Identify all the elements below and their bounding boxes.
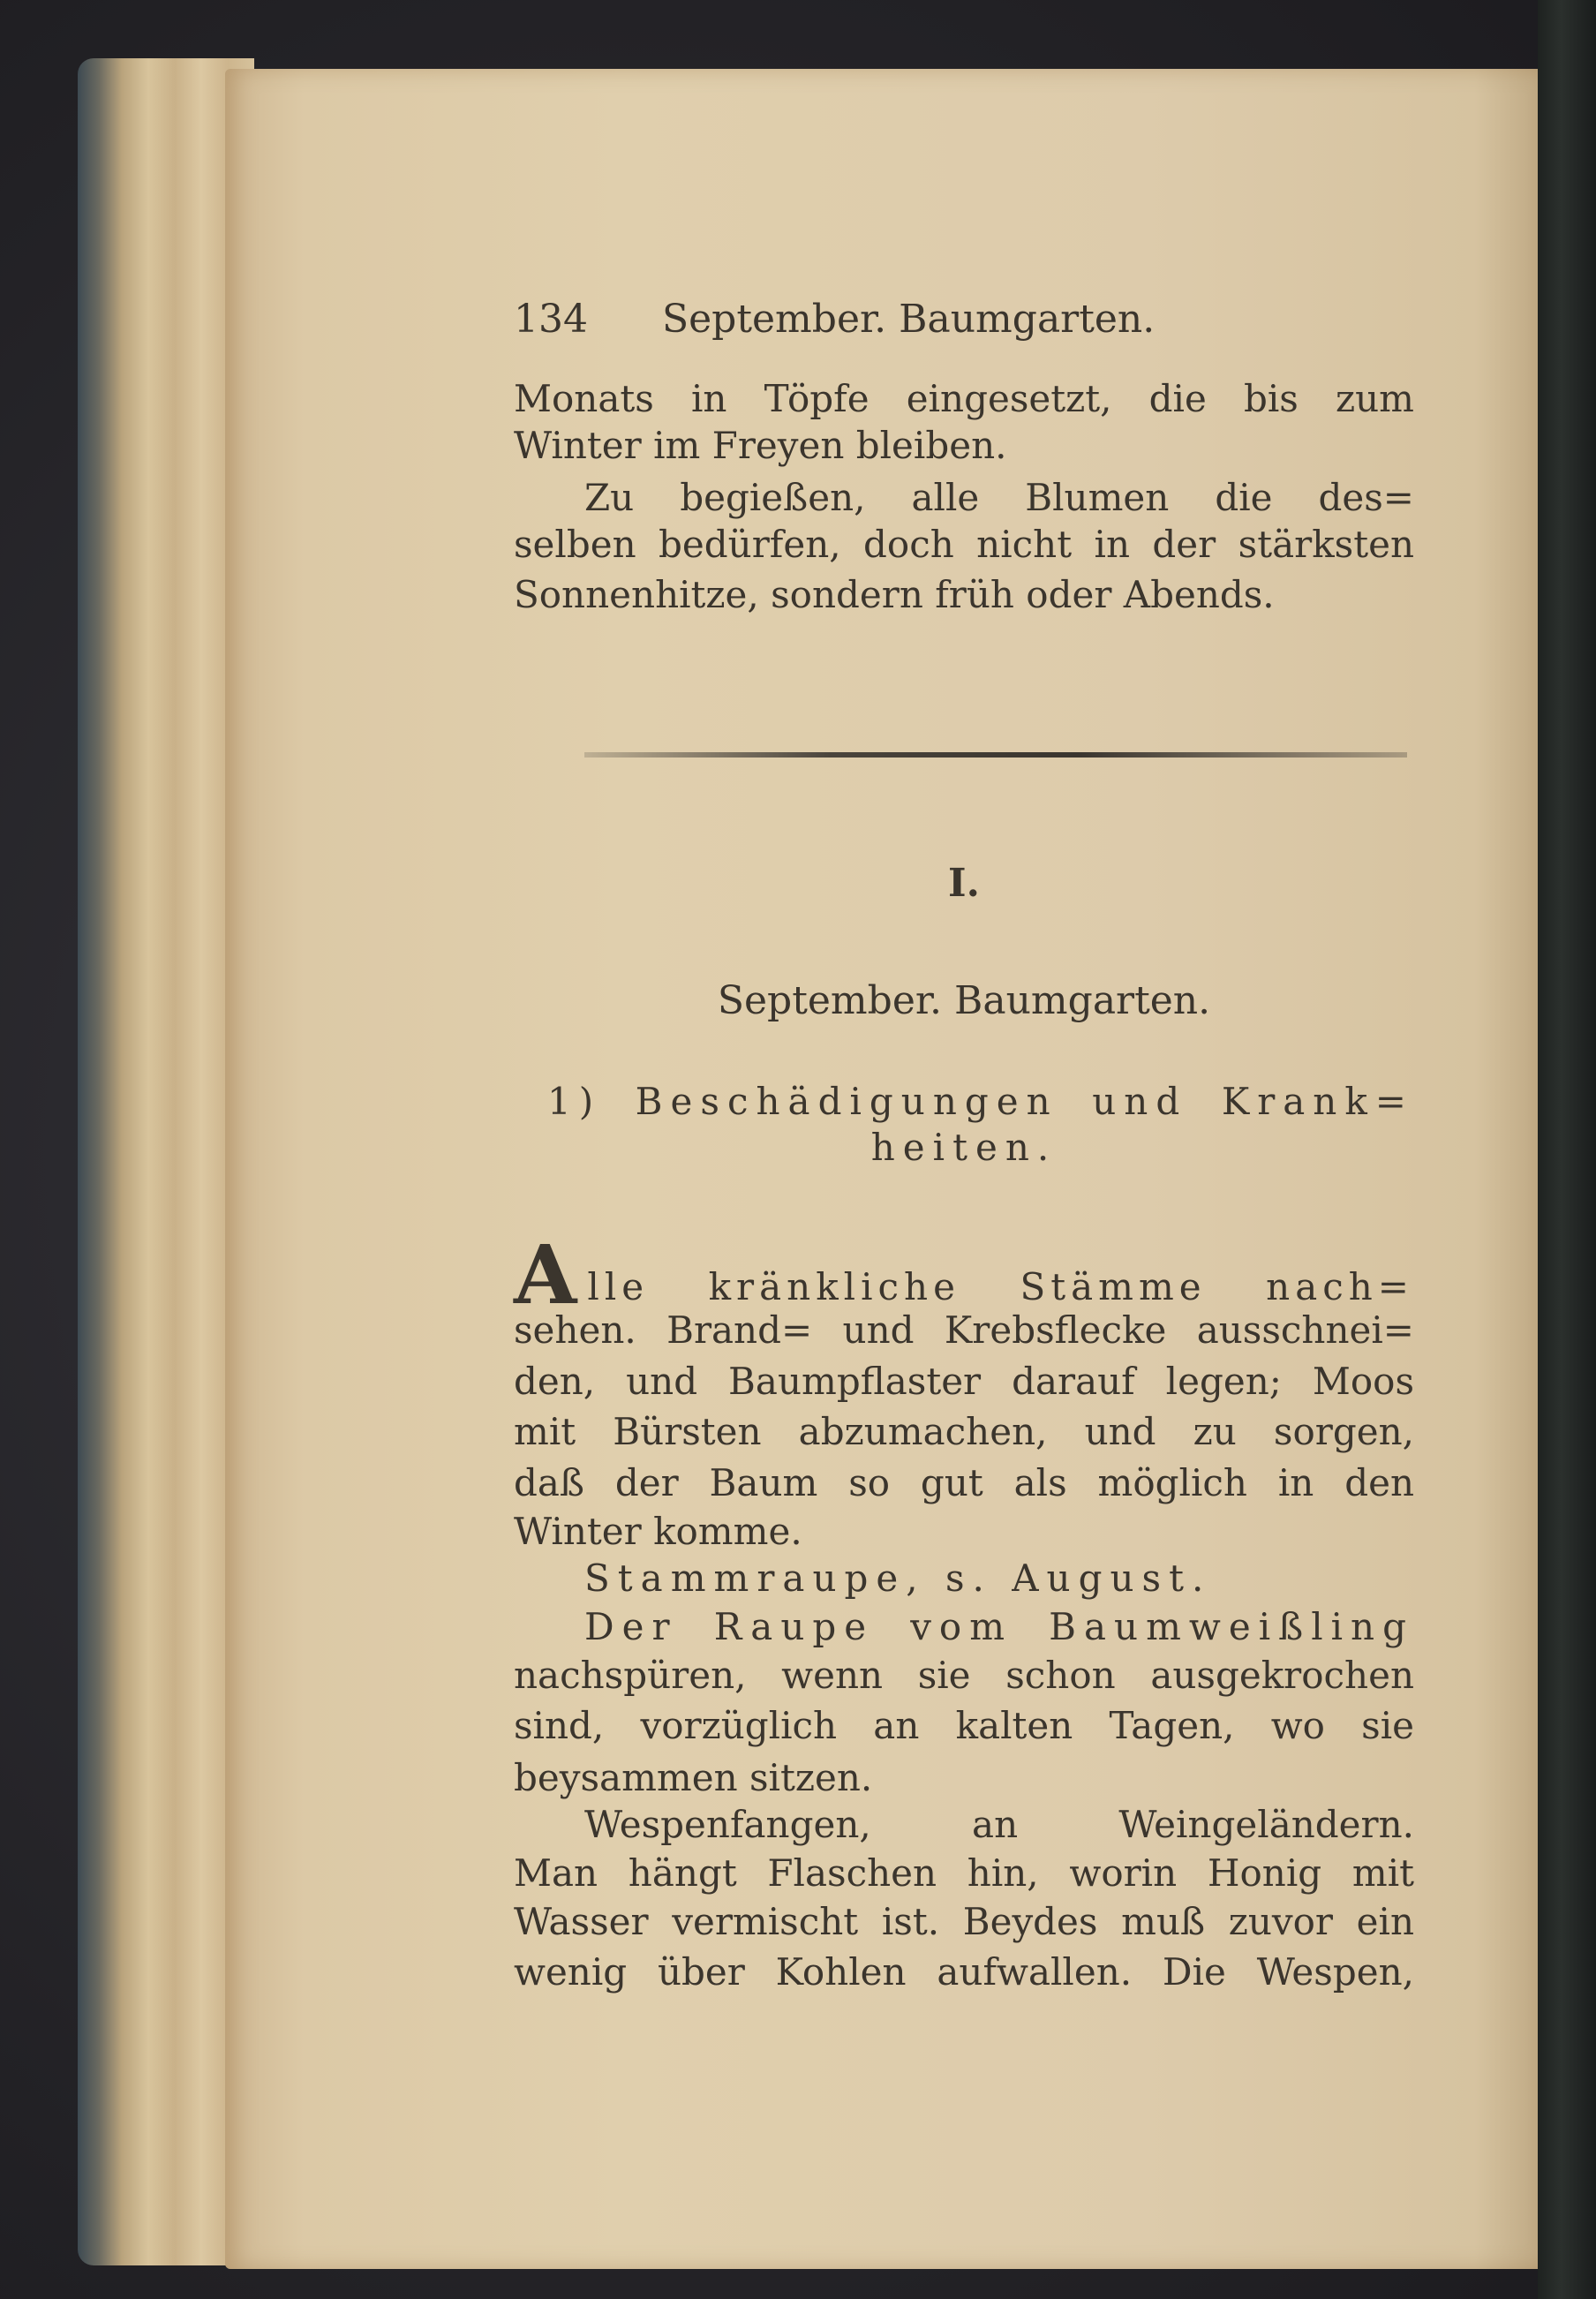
text-line: wenig über Kohlen aufwallen. Die Wespen, xyxy=(514,1950,1414,1994)
text-line: Der Raupe vom Baumweißling xyxy=(584,1605,1414,1648)
text-line: Winter komme. xyxy=(514,1510,802,1553)
text-line: den, und Baumpflaster darauf legen; Moos xyxy=(514,1360,1414,1403)
text-line: Man hängt Flaschen hin, worin Honig mit xyxy=(514,1851,1414,1895)
text-line: Wasser vermischt ist. Beydes muß zuvor ein xyxy=(514,1900,1414,1943)
text-line: Wespenfangen, an Weingeländern. xyxy=(584,1803,1414,1846)
drop-cap: A xyxy=(514,1227,583,1323)
text-line: mit Bürsten abzumachen, und zu sorgen, xyxy=(514,1410,1414,1453)
text-line: Winter im Freyen bleiben. xyxy=(514,424,1007,467)
text-line: beysammen sitzen. xyxy=(514,1756,873,1799)
paragraph-first-line xyxy=(514,1227,1414,1323)
scanner-edge xyxy=(1538,0,1596,2299)
text-line: Stammraupe, s. August. xyxy=(584,1557,1212,1600)
section-title: September. Baumgarten. xyxy=(717,978,1211,1023)
section-divider xyxy=(584,752,1407,758)
text-line: Zu begießen, alle Blumen die des= xyxy=(584,476,1414,519)
text-line: nachspüren, wenn sie schon ausgekrochen xyxy=(514,1654,1414,1697)
text-line: sehen. Brand= und Krebsflecke ausschnei= xyxy=(514,1308,1414,1352)
text-line: lle kränkliche Stämme nach= xyxy=(587,1265,1414,1308)
text-line: selben bedürfen, doch nicht in der stärksten xyxy=(514,523,1414,566)
text-line: Sonnenhitze, sondern früh oder Abends. xyxy=(514,573,1275,616)
subheading: heiten. xyxy=(870,1126,1058,1169)
page-number: 134 xyxy=(514,297,588,342)
running-header xyxy=(514,297,1414,343)
section-numeral: I. xyxy=(948,861,980,906)
running-title: September. Baumgarten. xyxy=(661,297,1156,342)
text-line: daß der Baum so gut als möglich in den xyxy=(514,1461,1414,1504)
text-line: Monats in Töpfe eingesetzt, die bis zum xyxy=(514,377,1414,420)
text-line: sind, vorzüglich an kalten Tagen, wo sie xyxy=(514,1704,1414,1747)
subheading: 1) Beschädigungen und Krank= xyxy=(547,1080,1414,1123)
